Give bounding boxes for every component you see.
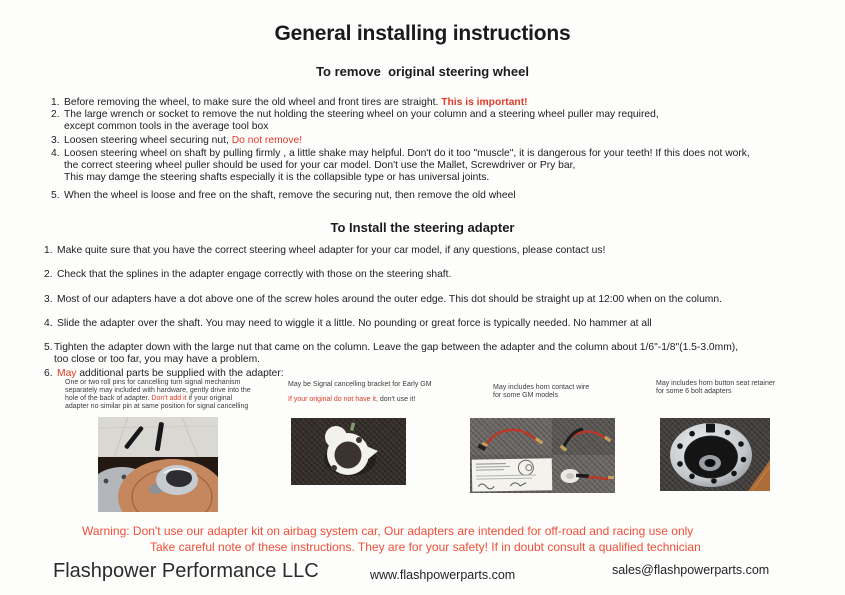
install-item-2 bbox=[44, 269, 451, 281]
install-item-1 bbox=[44, 245, 605, 257]
caption-line: for some 6 bolt adapters bbox=[656, 388, 732, 395]
hub-retainer-photo bbox=[660, 418, 770, 491]
item-number: 3. bbox=[51, 135, 60, 146]
item-text: additional parts be supplied with the adapter: bbox=[76, 368, 284, 379]
signal-bracket-photo bbox=[291, 418, 406, 485]
dont-use-note: If your original do not have it bbox=[288, 396, 376, 403]
item-text: Most of our adapters have a dot above one of the screw holes around the outer edge. This dot should be straight up at 12:00 when on the column. bbox=[57, 294, 722, 305]
important-note: This is important! bbox=[441, 97, 528, 108]
item-text: The large wrench or socket to remove the nut holding the steering wheel on your column and a steering wheel puller may required, bbox=[64, 109, 659, 120]
caption-line: May includes horn button seat retainer bbox=[656, 380, 776, 387]
part-caption-seat-retainer bbox=[656, 380, 775, 396]
email-address: sales@flashpowerparts.com bbox=[612, 563, 770, 577]
item-number: 5. bbox=[51, 190, 60, 201]
item-text: too close or too far, you may have a problem. bbox=[54, 354, 261, 365]
remove-item-4 bbox=[51, 148, 750, 184]
item-text: Make quite sure that you have the correct steering wheel adapter for your car model, if any questions, please contact us! bbox=[57, 245, 606, 256]
caption-line: One or two roll pins for cancelling turn signal mechanism bbox=[65, 379, 241, 386]
item-number: 2. bbox=[51, 109, 60, 120]
item-text: This may damge the steering shafts especially it is the collapsible type or has universal joints. bbox=[64, 172, 490, 183]
caption-line: If your original do not have it, don't use it! bbox=[288, 396, 416, 403]
dont-add-note: Don't add it bbox=[151, 395, 187, 402]
item-text: Slide the adapter over the shaft. You may need to wiggle it a little. No pounding or great force is typically needed. No hammer at all bbox=[57, 318, 652, 329]
item-text: Loosen steering wheel on shaft by pulling firmly , a little shake may helpful. Don't do it too "muscle", it is dangerous for your teeth! If this does not work, bbox=[64, 148, 750, 159]
install-section-heading: To Install the steering adapter bbox=[330, 220, 515, 235]
roll-pins-photo bbox=[98, 417, 218, 512]
warning-line-2: Take careful note of these instructions. They are for your safety! If in doubt consult a qualified technician bbox=[150, 540, 701, 554]
item-number: 3. bbox=[44, 294, 53, 305]
warning-line-1: Warning: Don't use our adapter kit on airbag system car, Our adapters are intended for off-road and racing use only bbox=[82, 524, 694, 538]
remove-item-3 bbox=[51, 135, 302, 147]
may-note: May bbox=[57, 368, 77, 379]
item-text: except common tools in the average tool box bbox=[64, 121, 269, 132]
install-item-5 bbox=[44, 342, 738, 366]
item-text: Tighten the adapter down with the large nut that came on the column. Leave the gap between the adapter and the column about 1/6"-1/8"(1.5-3.0mm), bbox=[54, 342, 739, 353]
caption-line: May includes horn contact wire bbox=[493, 384, 590, 391]
website-url: www.flashpowerparts.com bbox=[370, 568, 516, 582]
item-number: 6. bbox=[44, 368, 53, 379]
company-name: Flashpower Performance LLC bbox=[53, 560, 319, 582]
item-number: 5. bbox=[44, 342, 53, 353]
item-text: Loosen steering wheel securing nut, bbox=[64, 135, 232, 146]
caption-line: adapter no similar pin at same position for signal cancelling bbox=[65, 403, 249, 410]
caption-line: May be Signal cancelling bracket for Early GM bbox=[288, 381, 432, 388]
item-number: 4. bbox=[51, 148, 60, 159]
item-text: Check that the splines in the adapter engage correctly with those on the steering shaft. bbox=[57, 269, 452, 280]
item-number: 4. bbox=[44, 318, 53, 329]
remove-section-heading: To remove original steering wheel bbox=[316, 64, 529, 79]
install-item-4 bbox=[44, 318, 652, 330]
remove-item-1 bbox=[51, 97, 528, 109]
item-number: 2. bbox=[44, 269, 53, 280]
item-text: When the wheel is loose and free on the shaft, remove the securing nut, then remove the old wheel bbox=[64, 190, 516, 201]
remove-item-2 bbox=[51, 109, 659, 133]
part-caption-roll-pins bbox=[65, 379, 251, 411]
item-text: the correct steering wheel puller should be used for your car model. Don't use the Mallet, Screwdriver or Pry bar, bbox=[64, 160, 576, 171]
page-title: General installing instructions bbox=[274, 22, 571, 45]
horn-wire-photo bbox=[470, 418, 615, 493]
remove-item-5 bbox=[51, 190, 516, 202]
part-caption-signal-bracket bbox=[288, 381, 432, 404]
part-caption-horn-wire bbox=[493, 384, 589, 400]
item-number: 1. bbox=[44, 245, 53, 256]
caption-line: hole of the back of adapter. Don't add it if your original bbox=[65, 395, 233, 402]
do-not-remove-note: Do not remove! bbox=[231, 135, 303, 146]
caption-line: separately may included with hardware, gently drive into the bbox=[65, 387, 251, 394]
caption-line: for some GM models bbox=[493, 392, 558, 399]
item-number: 1. bbox=[51, 97, 60, 108]
install-item-3 bbox=[44, 294, 722, 306]
item-text: Before removing the wheel, to make sure the old wheel and front tires are straight. bbox=[64, 97, 442, 108]
